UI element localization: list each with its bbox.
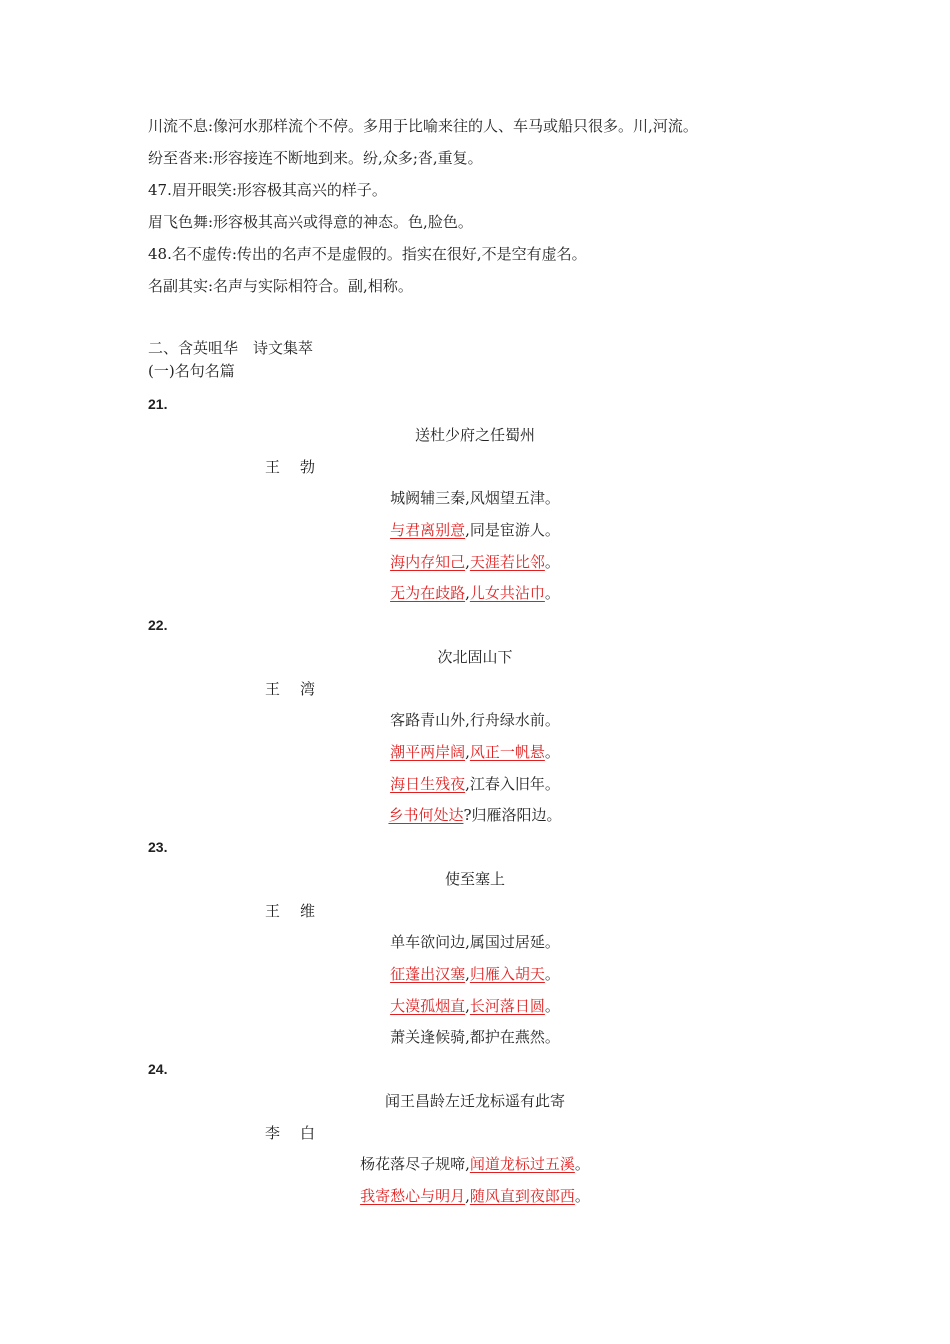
poem-line: [0, 742, 950, 762]
verse-text: 客路青山外: [390, 711, 466, 729]
verse-text: 都护在燕然: [469, 1028, 545, 1046]
answer-fill: 海内存知己: [390, 553, 466, 571]
poem-line: [0, 805, 950, 825]
answer-fill: 风正一帆悬: [469, 743, 545, 761]
verse-text: ,: [465, 775, 470, 793]
poem-title: 送杜少府之任蜀州: [414, 426, 535, 444]
author-name: 湾: [300, 680, 316, 698]
question-number: 23.: [148, 839, 168, 855]
verse-text: 。: [544, 997, 560, 1015]
verse-text: 属国过居延: [469, 933, 545, 951]
verse-text: ?: [463, 806, 472, 824]
answer-fill: 无为在歧路: [390, 584, 466, 602]
section-heading: 二、含英咀华 诗文集萃: [148, 339, 314, 357]
verse-text: 。: [544, 1028, 560, 1046]
verse-text: 。: [544, 933, 560, 951]
poem-line: [0, 774, 950, 794]
definition-line: 眉飞色舞:形容极其高兴或得意的神态。色,脸色。: [148, 213, 473, 231]
poem-author: [265, 901, 315, 921]
verse-text: ,: [465, 997, 470, 1015]
verse-text: ,: [465, 1155, 470, 1173]
verse-text: ,: [465, 965, 470, 983]
verse-text: 杨花落尽子规啼: [360, 1155, 466, 1173]
poem-line: [0, 1186, 950, 1206]
poem-line: [0, 1154, 950, 1174]
verse-text: 。: [544, 489, 560, 507]
author-surname: 王: [265, 902, 281, 920]
answer-fill: 大漠孤烟直: [390, 997, 466, 1015]
verse-text: 行舟绿水前: [469, 711, 545, 729]
verse-text: 江春入旧年: [469, 775, 545, 793]
poem-line: [0, 552, 950, 572]
poem-line: [0, 1027, 950, 1047]
poem-line: [0, 583, 950, 603]
verse-text: 。: [544, 775, 560, 793]
verse-text: 。: [544, 553, 560, 571]
poem-line: [0, 710, 950, 730]
answer-fill: 天涯若比邻: [469, 553, 545, 571]
poem-line: [0, 932, 950, 952]
definition-line: 名副其实:名声与实际相符合。副,相称。: [148, 277, 413, 295]
answer-fill: 归雁入胡天: [469, 965, 545, 983]
author-name: 勃: [300, 458, 316, 476]
definition-line: 48.名不虚传:传出的名声不是虚假的。指实在很好,不是空有虚名。: [148, 245, 587, 263]
verse-text: ,: [465, 1028, 470, 1046]
section-subheading: (一)名句名篇: [148, 362, 235, 380]
verse-text: 萧关逢候骑: [390, 1028, 466, 1046]
verse-text: ,: [465, 521, 470, 539]
verse-text: 。: [544, 711, 560, 729]
verse-text: 。: [574, 1187, 590, 1205]
author-surname: 李: [265, 1124, 281, 1142]
question-number: 24.: [148, 1061, 168, 1077]
answer-fill: 闻道龙标过五溪: [469, 1155, 575, 1173]
answer-fill: 随风直到夜郎西: [469, 1187, 575, 1205]
verse-text: ,: [465, 584, 470, 602]
poem-line: [0, 488, 950, 508]
question-number: 22.: [148, 617, 168, 633]
poem-line: [0, 520, 950, 540]
poem-author: [265, 1123, 315, 1143]
verse-text: ,: [465, 711, 470, 729]
answer-fill: 征蓬出汉塞: [390, 965, 466, 983]
answer-fill: 长河落日圆: [469, 997, 545, 1015]
verse-text: ,: [465, 743, 470, 761]
poem-author: [265, 457, 315, 477]
answer-fill: 儿女共沾巾: [469, 584, 545, 602]
verse-text: ,: [465, 933, 470, 951]
author-name: 维: [300, 902, 316, 920]
verse-text: 。: [544, 521, 560, 539]
poem-title: 使至塞上: [444, 870, 505, 888]
verse-text: 。: [544, 965, 560, 983]
answer-fill: 乡书何处达: [388, 806, 464, 824]
verse-text: 风烟望五津: [469, 489, 545, 507]
definition-line: 川流不息:像河水那样流个不停。多用于比喻来往的人、车马或船只很多。川,河流。: [148, 117, 698, 135]
author-surname: 王: [265, 680, 281, 698]
poem-title: 次北固山下: [437, 648, 513, 666]
answer-fill: 潮平两岸阔: [390, 743, 466, 761]
verse-text: 同是宦游人: [469, 521, 545, 539]
question-number: 21.: [148, 396, 168, 412]
answer-fill: 与君离别意: [390, 521, 466, 539]
verse-text: 。: [546, 806, 562, 824]
verse-text: ,: [465, 489, 470, 507]
poem-line: [0, 996, 950, 1016]
definition-line: 纷至沓来:形容接连不断地到来。纷,众多;沓,重复。: [148, 149, 483, 167]
answer-fill: 海日生残夜: [390, 775, 466, 793]
verse-text: 城阙辅三秦: [390, 489, 466, 507]
verse-text: ,: [465, 1187, 470, 1205]
poem-title: 闻王昌龄左迁龙标遥有此寄: [384, 1092, 565, 1110]
verse-text: ,: [465, 553, 470, 571]
definition-line: 47.眉开眼笑:形容极其高兴的样子。: [148, 181, 387, 199]
verse-text: 。: [574, 1155, 590, 1173]
author-name: 白: [300, 1124, 316, 1142]
verse-text: 。: [544, 743, 560, 761]
verse-text: 单车欲问边: [390, 933, 466, 951]
poem-line: [0, 964, 950, 984]
poem-author: [265, 679, 315, 699]
author-surname: 王: [265, 458, 281, 476]
answer-fill: 我寄愁心与明月: [360, 1187, 466, 1205]
verse-text: 。: [544, 584, 560, 602]
verse-text: 归雁洛阳边: [471, 806, 547, 824]
